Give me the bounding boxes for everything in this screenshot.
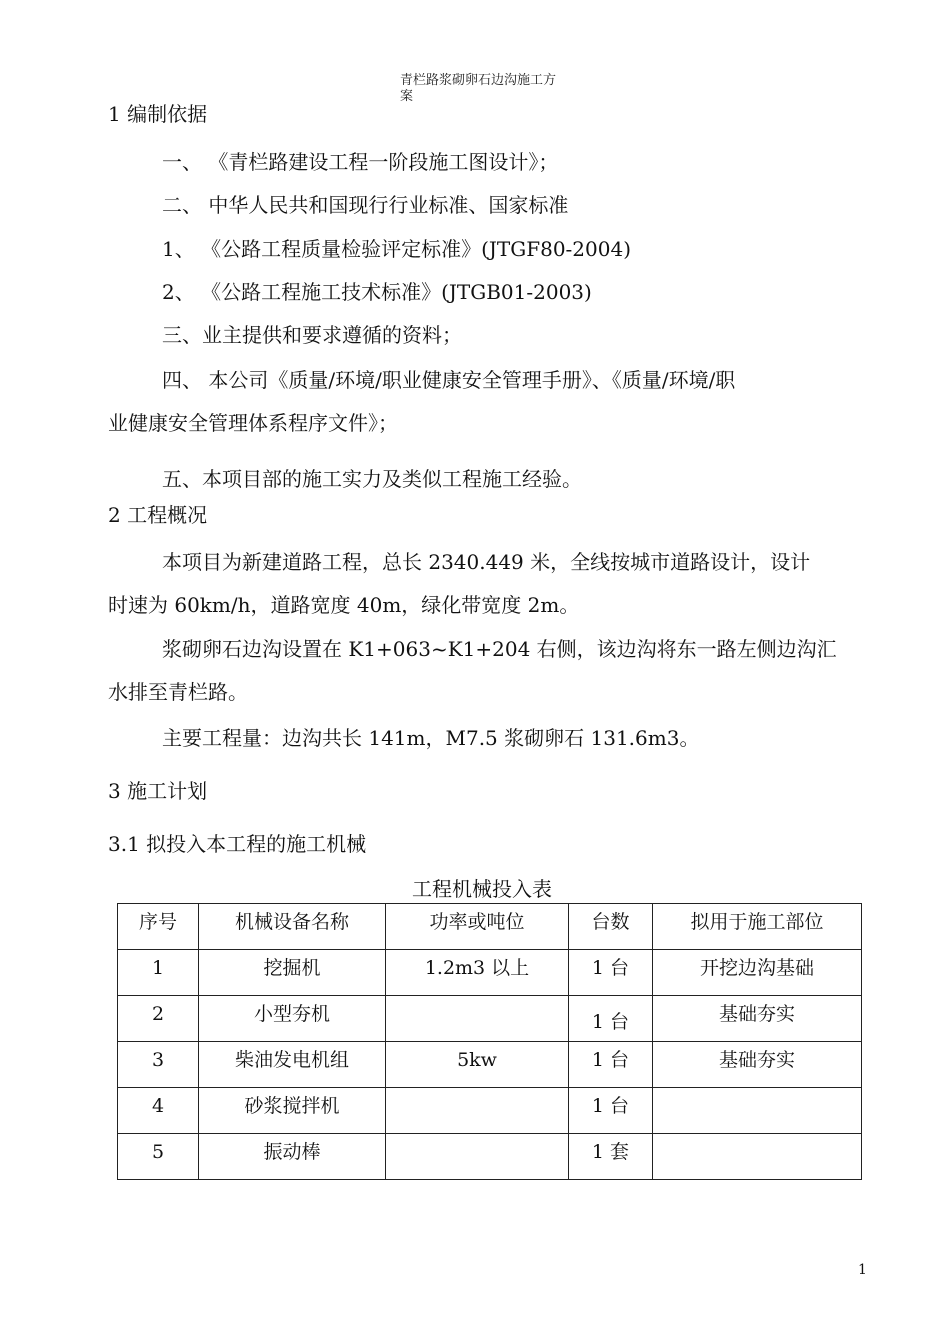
header-cell: 拟用于施工部位	[653, 904, 862, 950]
page-number: 1	[858, 1262, 867, 1278]
table-cell: 小型夯机	[199, 996, 386, 1042]
section-3-title: 3 施工计划	[108, 779, 208, 803]
table-cell: 1 台	[569, 996, 653, 1042]
header-cell: 机械设备名称	[199, 904, 386, 950]
table-cell: 1.2m3 以上	[386, 950, 569, 996]
table-cell: 基础夯实	[653, 996, 862, 1042]
table-cell	[653, 1088, 862, 1134]
header-cell: 功率或吨位	[386, 904, 569, 950]
section-3-1-title: 3.1 拟投入本工程的施工机械	[108, 832, 367, 856]
table-row	[118, 950, 862, 996]
table-cell: 3	[118, 1042, 199, 1088]
table-row	[118, 1134, 862, 1180]
basis-item: 五、本项目部的施工实力及类似工程施工经验。	[162, 467, 582, 491]
table-cell: 基础夯实	[653, 1042, 862, 1088]
section-1-title: 1 编制依据	[108, 102, 208, 126]
overview-line: 主要工程量：边沟共长 141m，M7.5 浆砌卵石 131.6m3。	[162, 726, 700, 750]
running-header	[400, 73, 600, 105]
basis-item: 一、 《青栏路建设工程一阶段施工图设计》；	[162, 150, 559, 174]
basis-item: 业健康安全管理体系程序文件》；	[108, 411, 398, 435]
header-cell: 台数	[569, 904, 653, 950]
table-cell: 5kw	[386, 1042, 569, 1088]
table-cell: 1 台	[569, 950, 653, 996]
header-cell: 序号	[118, 904, 199, 950]
table-row	[118, 996, 862, 1042]
table-cell: 1 台	[569, 1088, 653, 1134]
basis-item: 二、 中华人民共和国现行行业标准、国家标准	[162, 193, 569, 217]
table-cell: 1 台	[569, 1042, 653, 1088]
table-cell: 砂浆搅拌机	[199, 1088, 386, 1134]
table-cell: 5	[118, 1134, 199, 1180]
table-cell: 柴油发电机组	[199, 1042, 386, 1088]
table-cell	[386, 1088, 569, 1134]
overview-line: 浆砌卵石边沟设置在 K1+063~K1+204 右侧，该边沟将东一路左侧边沟汇	[162, 637, 837, 661]
table-cell	[386, 996, 569, 1042]
table-cell: 1	[118, 950, 199, 996]
table-row	[118, 1042, 862, 1088]
table-cell: 1 套	[569, 1134, 653, 1180]
basis-item: 三、业主提供和要求遵循的资料；	[162, 323, 462, 347]
basis-item: 四、 本公司《质量/环境/职业健康安全管理手册》、《质量/环境/职	[162, 368, 736, 392]
table-cell: 挖掘机	[199, 950, 386, 996]
overview-line: 本项目为新建道路工程，总长 2340.449 米，全线按城市道路设计，设计	[162, 550, 811, 574]
table-header-row	[118, 904, 862, 950]
table-cell: 2	[118, 996, 199, 1042]
overview-line: 时速为 60km/h，道路宽度 40m，绿化带宽度 2m。	[108, 593, 580, 617]
table-cell	[386, 1134, 569, 1180]
table-cell: 振动棒	[199, 1134, 386, 1180]
section-2-title: 2 工程概况	[108, 503, 208, 527]
header-line-2: 案	[400, 89, 414, 104]
table-row	[118, 1088, 862, 1134]
header-line-1: 青栏路浆砌卵石边沟施工方	[400, 73, 557, 88]
table-cell: 4	[118, 1088, 199, 1134]
table-cell: 开挖边沟基础	[653, 950, 862, 996]
machinery-table	[117, 903, 862, 1180]
basis-item: 2、 《公路工程施工技术标准》(JTGB01-2003)	[162, 280, 592, 304]
table-cell	[653, 1134, 862, 1180]
basis-item: 1、 《公路工程质量检验评定标准》(JTGF80-2004)	[162, 237, 632, 261]
overview-line: 水排至青栏路。	[108, 680, 248, 704]
table-title: 工程机械投入表	[412, 877, 552, 901]
